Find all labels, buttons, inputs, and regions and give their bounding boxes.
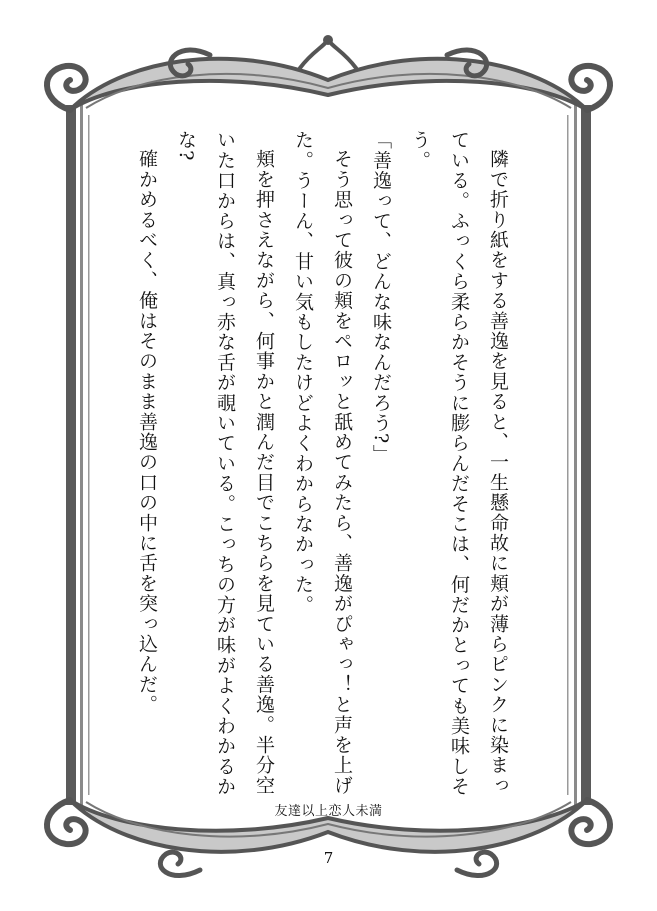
top-ornament	[47, 35, 610, 110]
left-frame-bars	[66, 105, 90, 805]
paragraph-2: そう思って彼の頬をペロッと舐めてみたら、善逸がぴゃっ！と声を上げた。うーん、甘い気もしたけどよくわからなかった。	[292, 130, 353, 796]
vertical-body-text	[117, 130, 517, 800]
running-footer-title: 友達以上恋人未満	[274, 804, 383, 819]
paragraph-4: 確かめるべく、俺はそのまま善逸の口の中に舌を突っ込んだ。	[136, 149, 158, 715]
paragraph-3: 頬を押さえながら、何事かと潤んだ目でこちらを見ている善逸。半分空いた口からは、真っ赤な舌が覗いている。こっちの方が味がよくわかるかな?	[175, 130, 275, 797]
paragraph-1: 隣で折り紙をする善逸を見ると、一生懸命故に頬が薄らピンクに染まっている。ふっくら柔らかそうに膨らんだそこは、何だかとっても美味しそう。	[409, 130, 509, 797]
dialogue-line: 「善逸って、どんな味なんだろう?」	[370, 130, 392, 465]
page-number: 7	[323, 849, 334, 867]
right-frame-bars	[567, 105, 591, 805]
